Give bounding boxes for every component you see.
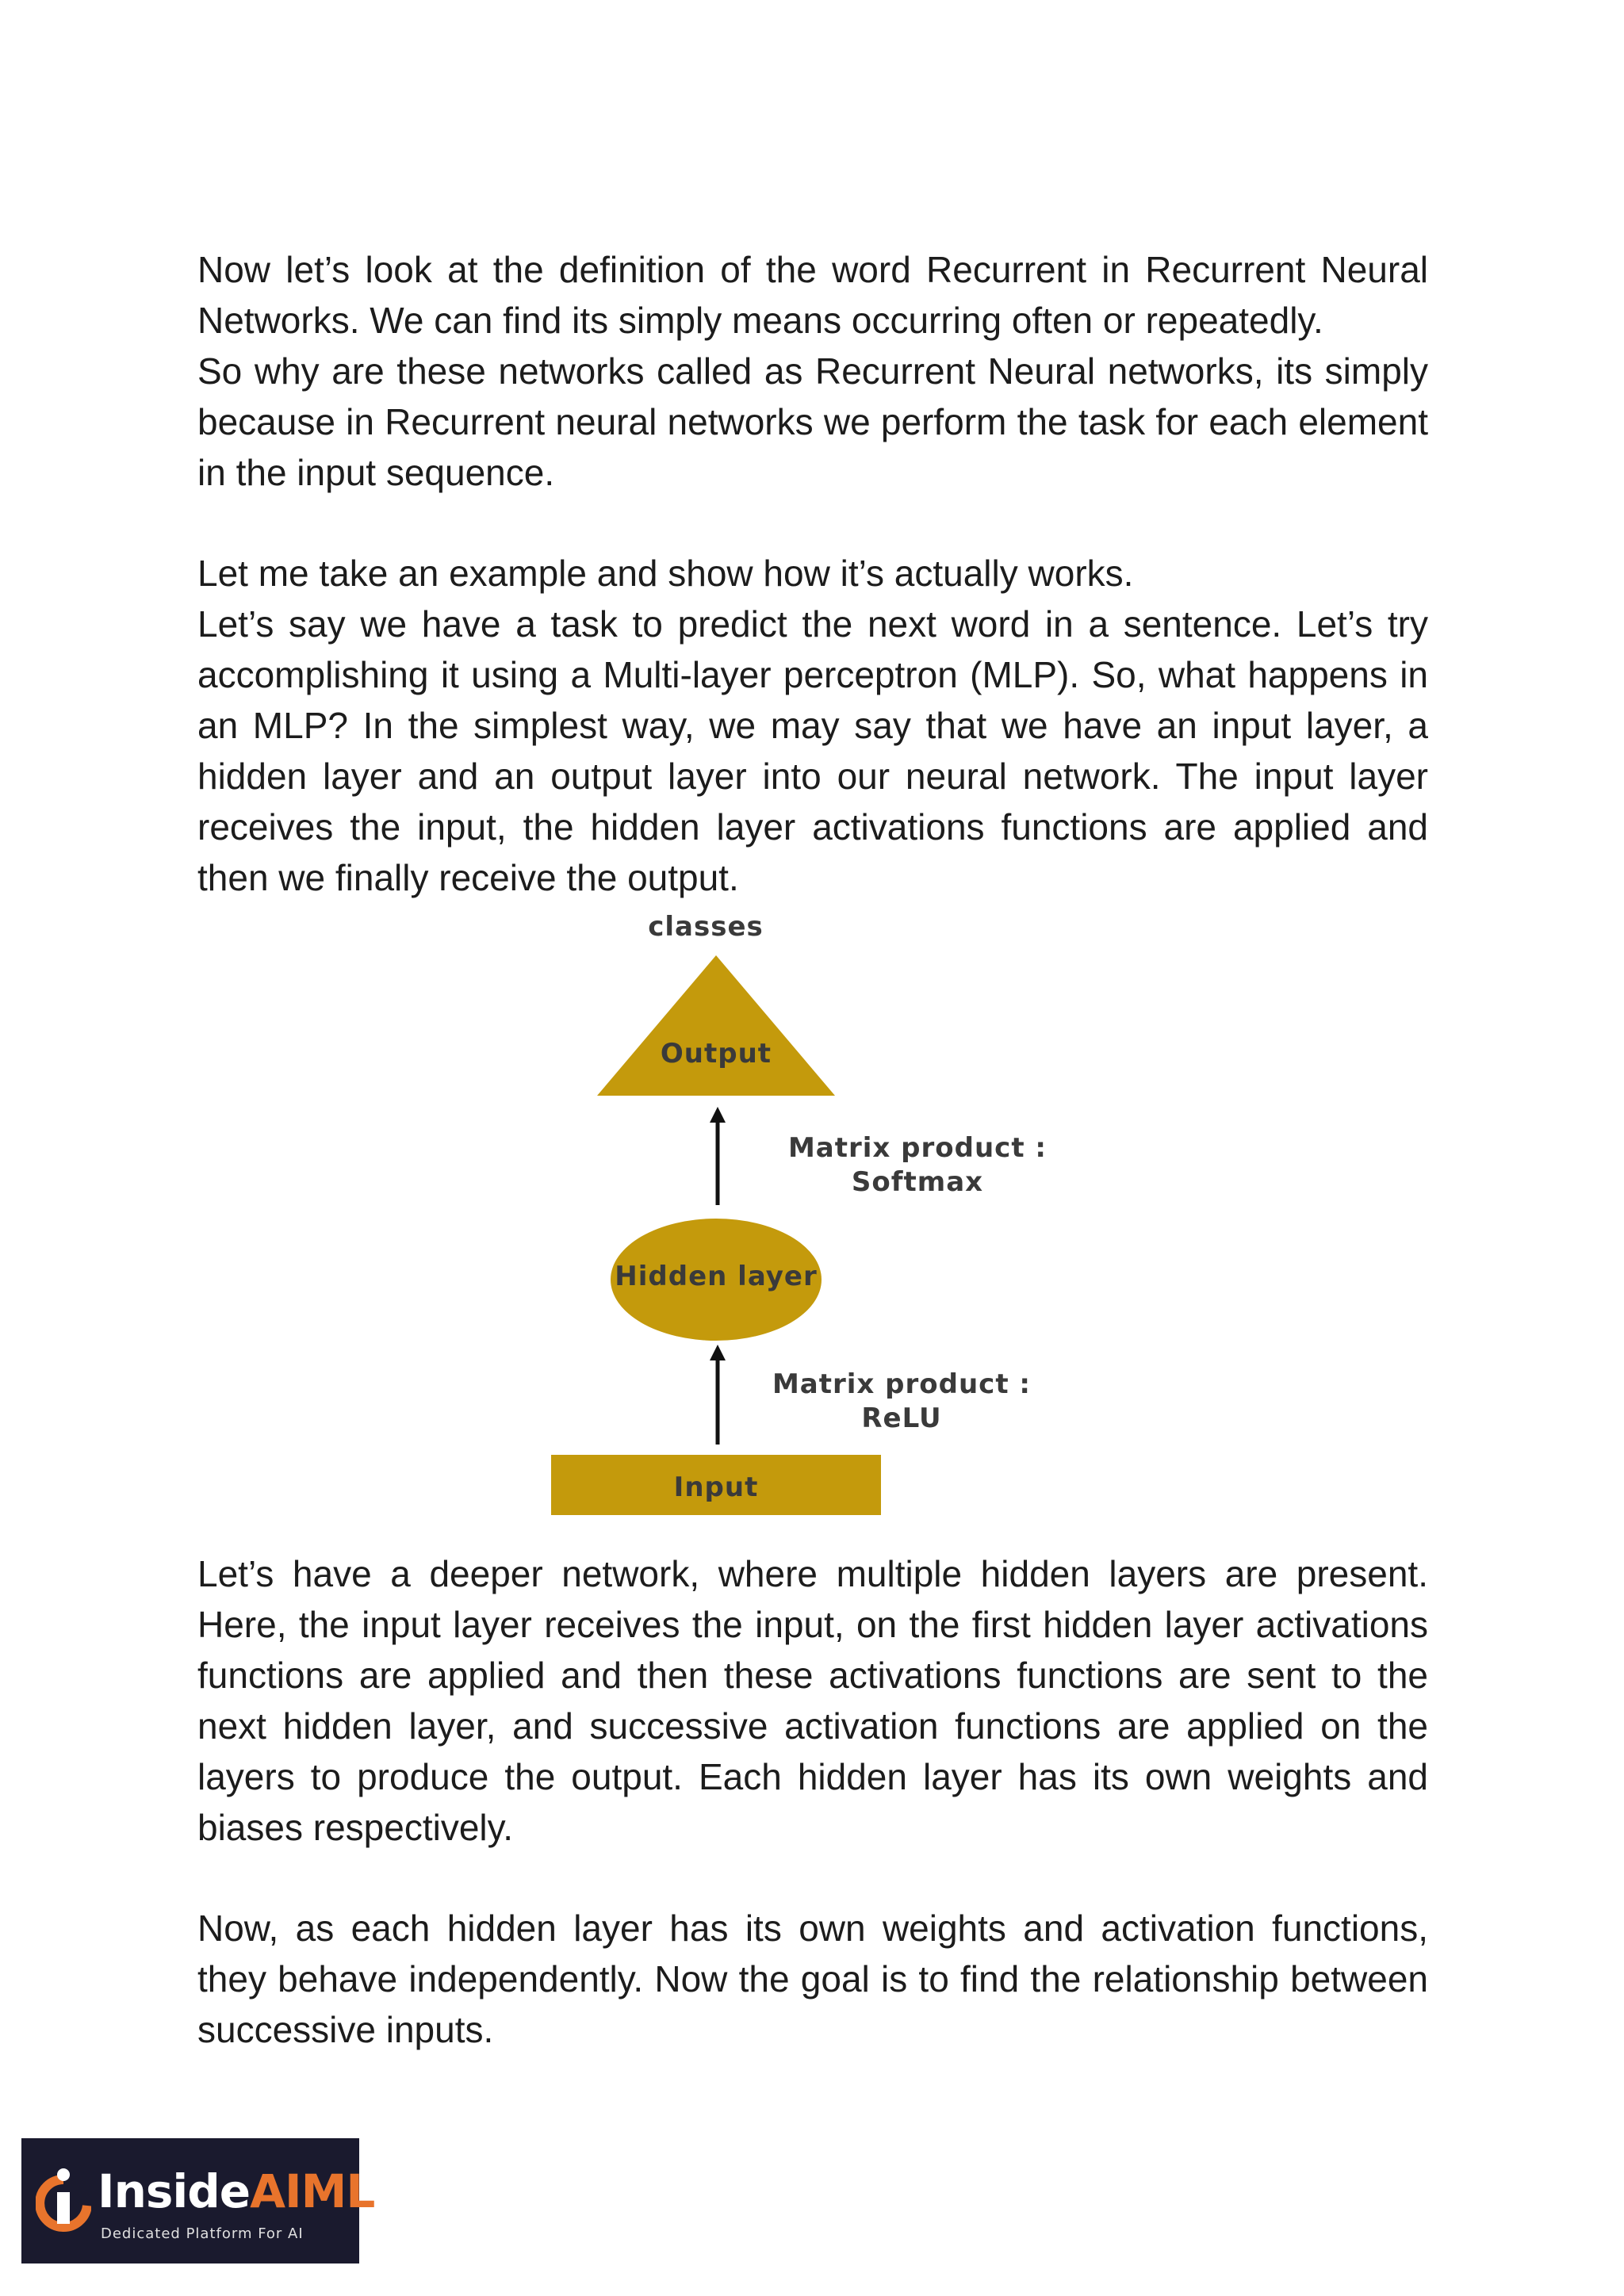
insideaiml-mark-icon	[36, 2162, 91, 2241]
lower-arrow-label-line1: Matrix product :	[772, 1368, 1032, 1400]
goal-text-block	[197, 1903, 1428, 2055]
logo-brand-text	[98, 2164, 375, 2218]
logo-brand-aiml: AIML	[250, 2164, 375, 2218]
upper-arrow-label-line2: Softmax	[851, 1166, 984, 1198]
paragraph-goal: Now, as each hidden layer has its own weights and activation functions, they behave independently. Now the goal is to find the relationship between successive inputs.	[197, 1908, 1428, 2050]
paragraph-deeper-network: Let’s have a deeper network, where multiple hidden layers are present. Here, the input layer receives the input, on the first hidden layer activations functions are applied and then these activations functions are sent to the next hidden layer, and successive activation functions are applied on the layers to produce the output. Each hidden layer has its own weights and biases respectively.	[197, 1553, 1428, 1848]
paragraph-why-recurrent: So why are these networks called as Recurrent Neural networks, its simply because in Recurrent neural networks we perform the task for each element in the input sequence.	[197, 350, 1428, 493]
deeper-network-text-block	[197, 1548, 1428, 1853]
output-triangle	[597, 955, 835, 1096]
insideaiml-logo	[21, 2138, 375, 2263]
mlp-diagram	[547, 912, 1118, 1530]
input-label: Input	[673, 1471, 759, 1503]
classes-label: classes	[648, 912, 764, 943]
upper-arrow-label-line1: Matrix product :	[787, 1132, 1048, 1164]
lower-arrow-label-line2: ReLU	[861, 1402, 942, 1434]
lower-arrow-head-icon	[710, 1345, 726, 1360]
logo-brand-inside: Inside	[98, 2164, 251, 2218]
paragraph-mlp-description: Let’s say we have a task to predict the next word in a sentence. Let’s try accomplishing it using a Multi-layer perceptron (MLP). So, what happens in an MLP? In the simplest way, we may say that we have an input layer, a hidden layer and an output layer into our neural network. The input layer receives the input, the hidden layer activations functions are applied and then we finally receive the output.	[197, 603, 1428, 898]
intro-text-block	[197, 244, 1428, 498]
paragraph-recurrent-definition: Now let’s look at the definition of the word Recurrent in Recurrent Neural Networks. We can find its simply means occurring often or repeatedly.	[197, 249, 1428, 341]
upper-arrow-head-icon	[710, 1107, 726, 1123]
example-text-block	[197, 548, 1428, 903]
paragraph-example-intro: Let me take an example and show how it’s actually works.	[197, 553, 1134, 594]
logo-tagline: Dedicated Platform For AI	[101, 2225, 304, 2242]
output-label: Output	[660, 1038, 772, 1070]
hidden-layer-label: Hidden layer	[615, 1261, 818, 1292]
